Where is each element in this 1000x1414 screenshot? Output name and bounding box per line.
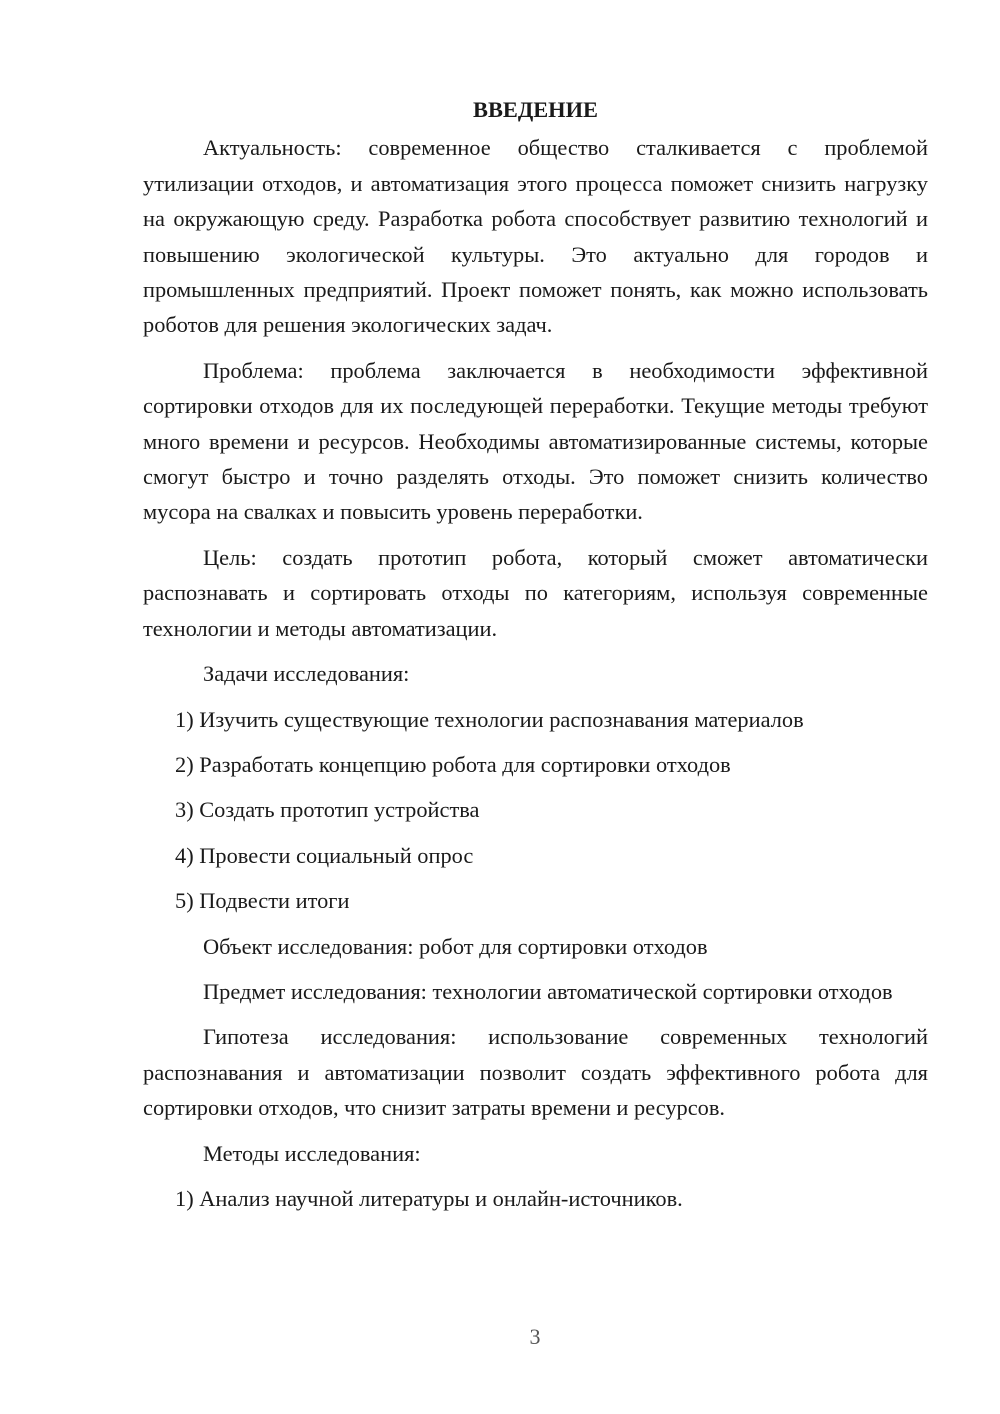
- subject-paragraph: Предмет исследования: технологии автоматической сортировки отходов: [203, 978, 893, 1004]
- list-item: 2) Разработать концепцию робота для сортировки отходов: [175, 751, 731, 777]
- object-paragraph: Объект исследования: робот для сортировки отходов: [203, 933, 708, 959]
- document-page: [143, 92, 928, 1226]
- methods-list: [143, 1181, 928, 1216]
- list-item: 3) Создать прототип устройства: [175, 797, 480, 823]
- list-item: 1) Анализ научной литературы и онлайн-источников.: [175, 1185, 683, 1211]
- tasks-list: [143, 702, 928, 919]
- hypothesis-paragraph: Гипотеза исследования: использование современных технологий распознавания и автоматизации позволит создать эффективного робота для сортировки отходов, что снизит затраты времени и ресурсов.: [143, 1024, 928, 1121]
- relevance-paragraph: Актуальность: современное общество сталкивается с проблемой утилизации отходов, и автоматизация этого процесса поможет снизить нагрузку на окружающую среду. Разработка робота способствует развитию технологий и повышению экологической культуры. Это актуально для городов и промышленных предприятий. Проект поможет понять, как можно использовать роботов для решения экологических задач.: [143, 135, 928, 338]
- list-item: 1) Изучить существующие технологии распознавания материалов: [175, 706, 804, 732]
- tasks-heading: Задачи исследования:: [203, 661, 410, 687]
- list-item: 4) Провести социальный опрос: [175, 842, 474, 868]
- methods-heading: Методы исследования:: [203, 1140, 421, 1166]
- goal-paragraph: Цель: создать прототип робота, который сможет автоматически распознавать и сортировать отходы по категориям, используя современные технологии и методы автоматизации.: [143, 544, 928, 641]
- page-number: 3: [529, 1324, 541, 1349]
- section-title: ВВЕДЕНИЕ: [473, 97, 598, 122]
- problem-paragraph: Проблема: проблема заключается в необходимости эффективной сортировки отходов для их последующей переработки. Текущие методы требуют много времени и ресурсов. Необходимы автоматизированные системы, которые смогут быстро и точно разделять отходы. Это поможет снизить количество мусора на свалках и повысить уровень переработки.: [143, 357, 928, 525]
- list-item: 5) Подвести итоги: [175, 888, 350, 914]
